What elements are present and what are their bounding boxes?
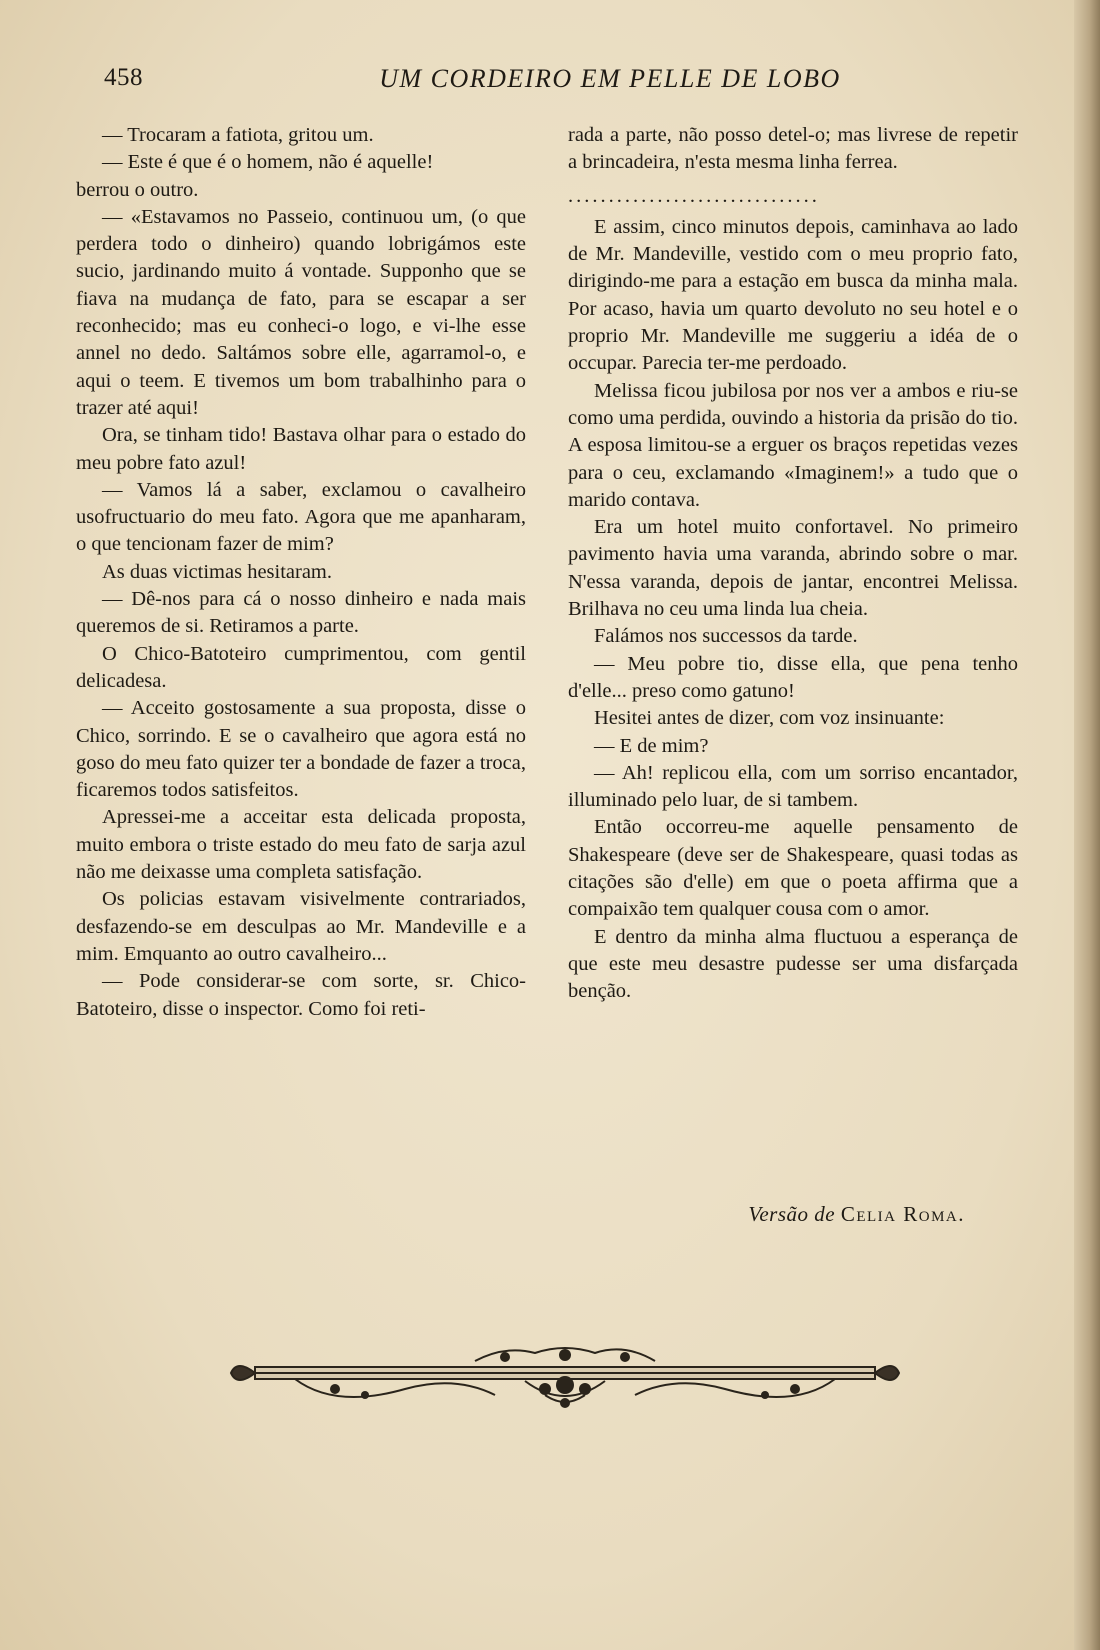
paragraph: Ora, se tinham tido! Bastava olhar para o estado do meu pobre fato azul! <box>76 424 526 474</box>
paragraph: E dentro da minha alma fluctuou a esperança de que este meu desastre pudesse ser uma disfarçada benção. <box>568 925 1018 1003</box>
section-break-dots: ............................... <box>568 184 820 207</box>
translator-signature <box>560 1202 965 1227</box>
page-header <box>100 64 1020 100</box>
decorative-tailpiece-ornament <box>225 1345 905 1415</box>
page-edge-shadow <box>1074 0 1100 1650</box>
paragraph: — Dê-nos para cá o nosso dinheiro e nada mais queremos de si. Retiramos a parte. <box>76 588 526 638</box>
paragraph: — Acceito gostosamente a sua proposta, disse o Chico, sorrindo. E se o cavalheiro que agora está no goso do meu fato quizer ter a bondade de fazer a troca, ficaremos todos satisfeitos. <box>76 697 526 802</box>
paragraph: berrou o outro. <box>76 178 199 201</box>
paragraph: — Pode considerar-se com sorte, sr. Chico-Batoteiro, disse o inspector. Como foi reti- <box>76 970 526 1020</box>
paragraph: rada a parte, não posso detel-o; mas livrese de repetir a brincadeira, n'esta mesma linha ferrea. <box>568 124 1018 174</box>
signature-prefix: Versão de <box>748 1202 836 1226</box>
running-title: UM CORDEIRO EM PELLE DE LOBO <box>379 64 841 93</box>
right-text-column <box>568 122 1018 1006</box>
paragraph: — Meu pobre tio, disse ella, que pena tenho d'elle... preso como gatuno! <box>568 652 1018 702</box>
paragraph: Melissa ficou jubilosa por nos ver a ambos e riu-se como uma perdida, ouvindo a historia da prisão do tio. A esposa limitou-se a erguer os braços repetidas vezes para o ceu, exclamando «Imaginem!» a tudo que o marido contava. <box>568 379 1018 511</box>
paragraph: — Trocaram a fatiota, gritou um. <box>102 124 374 146</box>
paragraph: — E de mim? <box>594 734 709 757</box>
paragraph: — Vamos lá a saber, exclamou o cavalheiro usofructuario do meu fato. Agora que me apanharam, o que tencionam fazer de mim? <box>76 478 526 556</box>
paragraph: — «Estavamos no Passeio, continuou um, (o que perdera todo o dinheiro) quando lobrigámos este sucio, jardinando muito á vontade. Supponho que se fiava na mudança de fato, para se escapar a ser reconhecido; mas eu conheci-o logo, e vi-lhe esse annel no dedo. Saltámos sobre elle, agarramol-o, e aqui o teem. E tivemos um bom trabalhinho para o trazer até aqui! <box>76 205 526 419</box>
paragraph: E assim, cinco minutos depois, caminhava ao lado de Mr. Mandeville, vestido com o meu proprio fato, dirigindo-me para a estação em busca da minha mala. Por acaso, havia um quarto devoluto no seu hotel e o proprio Mr. Mandeville me suggeriu a idéa de o occupar. Parecia ter-me perdoado. <box>568 215 1018 375</box>
paragraph: Os policias estavam visivelmente contrariados, desfazendo-se em desculpas ao Mr. Mandeville e a mim. Emquanto ao outro cavalheiro... <box>76 888 526 965</box>
paragraph: O Chico-Batoteiro cumprimentou, com gentil delicadesa. <box>76 642 526 692</box>
signature-author: Celia Roma. <box>840 1202 965 1226</box>
paragraph: Era um hotel muito confortavel. No primeiro pavimento havia uma varanda, abrindo sobre o mar. N'essa varanda, depois de jantar, encontrei Melissa. Brilhava no ceu uma linda lua cheia. <box>568 516 1018 621</box>
paragraph: — Este é que é o homem, não é aquelle! <box>102 151 434 174</box>
paragraph: As duas victimas hesitaram. <box>102 560 333 583</box>
paragraph: Então occorreu-me aquelle pensamento de Shakespeare (deve ser de Shakespeare, quasi todas as citações são d'elle) em que o poeta affirma que a compaixão tem qualquer cousa com o amor. <box>568 816 1018 921</box>
left-text-column <box>76 122 526 1023</box>
paragraph: Falámos nos successos da tarde. <box>594 625 858 648</box>
paragraph: Hesitei antes de dizer, com voz insinuante: <box>594 707 945 730</box>
paragraph: — Ah! replicou ella, com um sorriso encantador, illuminado pelo luar, de si tambem. <box>568 761 1018 812</box>
paragraph: Apressei-me a acceitar esta delicada proposta, muito embora o triste estado do meu fato de sarja azul não me deixasse uma completa satisfação. <box>76 806 526 884</box>
page-number: 458 <box>104 64 143 91</box>
